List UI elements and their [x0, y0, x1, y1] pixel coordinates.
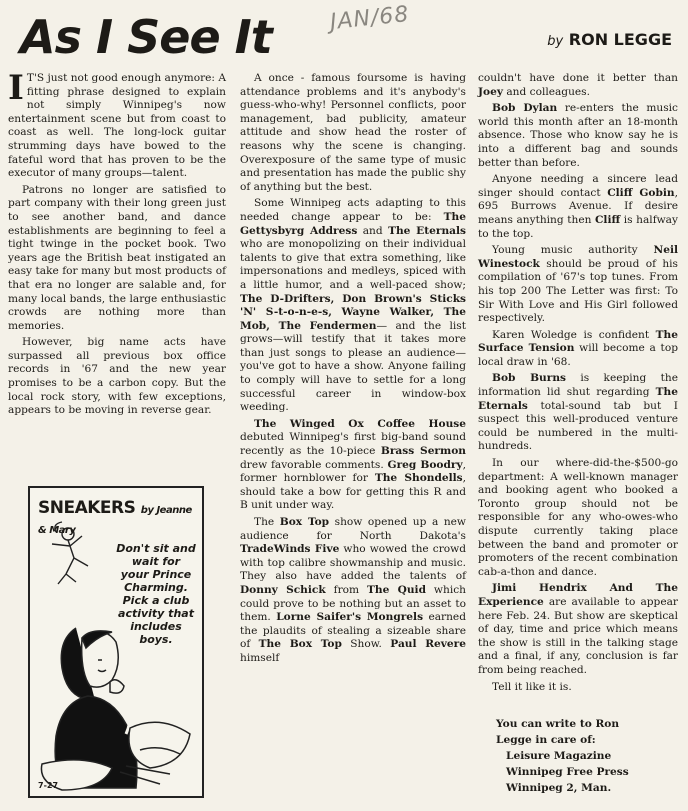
byline	[547, 30, 672, 49]
band-name: The Shondells	[374, 472, 463, 485]
mail-line: Winnipeg Free Press	[506, 766, 629, 778]
person-name: Cliff	[595, 213, 621, 226]
cartoon-byline: by Jeanne & Mary	[38, 505, 192, 536]
band-name: The Eternals	[478, 386, 678, 412]
text: who wowed the crowd with top calibre showmanship and music. They also have added the talents of	[240, 543, 466, 583]
paragraph-text: T'S just not good enough anymore: A fitting phrase designed to explain not simply Winnipeg's now entertainment scene but from coast to coast as well. The long-lock guitar strumming days have bowed to the fateful word that has proven to be the executor of many groups—talent.	[8, 72, 226, 180]
paragraph	[240, 418, 466, 513]
paragraph	[478, 72, 678, 99]
person-name: Bob Burns	[492, 372, 567, 385]
paragraph	[478, 244, 678, 326]
person-name: Cliff Gobin	[607, 186, 675, 199]
venue-name: Box Top	[279, 516, 330, 528]
paragraph: Tell it like it is.	[492, 680, 572, 693]
mail-line: You can write to Ron	[496, 718, 620, 730]
text: , 695 Burrows Avenue. If desire means anything then	[478, 186, 678, 226]
text: and	[357, 224, 389, 237]
text: are available to appear here Feb. 24. But show are skeptical of day, time and price which means the show is still in the talking stage and a final, if any, conclusion is far from being reached.	[478, 595, 678, 676]
handwritten-date: JAN/68	[328, 1, 411, 36]
band-name: Brass Sermon	[380, 445, 466, 458]
author-name: RON LEGGE	[568, 30, 672, 49]
paragraph	[478, 102, 678, 170]
text: couldn't have done it better than	[478, 72, 678, 84]
paragraph	[240, 516, 466, 666]
venue-name: The Box Top	[258, 638, 342, 651]
paragraph	[8, 68, 226, 181]
band-name: Lorne Saifer's Mongrels	[276, 611, 424, 624]
paragraph: However, big name acts have surpassed all previous box office records in '67 and the new year promises to be a carbon copy. But the local rock story, with few exceptions, appears to be moving in reverse gear.	[8, 336, 226, 417]
band-name: The Quid	[367, 583, 426, 596]
text: Anyone needing a sincere lead singer should contact	[478, 173, 678, 199]
person-name: Bob Dylan	[492, 102, 558, 115]
text: should be proud of his compilation of '67's top tunes. From his top 200 The Letter was first: To Sir With Love and His Girl followed respectively.	[478, 257, 678, 325]
person-name: Greg Boodry	[387, 458, 463, 471]
text: Some Winnipeg acts adapting to this needed change appear to be:	[240, 197, 466, 223]
text: , former hornblower for	[240, 458, 466, 485]
headline: As I See It	[20, 10, 272, 64]
person-name: Neil Winestock	[478, 244, 678, 270]
text: total-sound tab but I suspect this well-produced venture could be numbered in the multi-hundreds.	[478, 399, 678, 453]
column-3	[478, 72, 678, 697]
mail-address-box	[496, 716, 629, 796]
text: Karen Woledge is confident	[492, 328, 656, 341]
mail-line: Leisure Magazine	[506, 750, 612, 762]
text: , should take a bow for getting this R and B unit under way.	[240, 472, 467, 512]
text: will become a top local draw in '68.	[478, 342, 678, 368]
venue-name: The Winged Ox Coffee House	[254, 417, 466, 430]
text: himself	[240, 651, 280, 664]
text: from	[325, 583, 368, 596]
person-name: Donny Schick	[240, 583, 326, 596]
person-name: Joey	[478, 85, 503, 98]
text: drew favorable comments.	[240, 458, 388, 471]
text: show opened up a new audience for North Dakota's	[240, 516, 466, 542]
text: who are monopolizing on their individual talents to give that extra something, like impersonations and medleys, spiced with a little humor, and a well-paced show;	[240, 238, 466, 291]
column-2	[240, 72, 466, 669]
band-name: The Eternals	[388, 224, 467, 237]
text: Show.	[341, 638, 391, 651]
text: earned the plaudits of stealing a sizeable share of	[240, 611, 466, 651]
cartoon-title	[38, 498, 202, 538]
text: — and the list grows—will testify that it takes more than just songs to please an audience—you've got to have a show. Anyone failing to comply will have to settle for a long successful career in window-box weeding.	[240, 319, 466, 414]
text: is keeping the information lid shut regarding	[478, 372, 678, 399]
text: and colleagues.	[502, 85, 590, 98]
paragraph	[478, 329, 678, 370]
band-name: The D-Drifters, Don Brown's Sticks 'N' S-t-o-n-e-s, Wayne Walker, The Mob, The Fendermen	[240, 292, 466, 332]
drop-cap: I	[8, 68, 24, 108]
band-name: The Surface Tension	[478, 328, 678, 355]
person-name: Paul Revere	[390, 638, 466, 651]
cartoon-title-text: SNEAKERS	[38, 498, 136, 518]
cartoon-caption: Don't sit and wait for your Prince Charming. Pick a club activity that includes boys.	[116, 542, 196, 646]
mail-line: Legge in care of:	[496, 734, 596, 746]
band-name: Jimi Hendrix And The Experience	[478, 582, 678, 608]
paragraph	[478, 582, 678, 677]
sneakers-cartoon	[28, 486, 204, 798]
byline-prefix: by	[547, 34, 564, 49]
paragraph: Patrons no longer are satisfied to part company with their long green just to see another band, and dance establishments are beginning to feel a tight twinge in the pocket book. Two years age the British beat instigated an easy take for many but most products of that era no longer are salable and, for many local bands, the large enthusiastic crowds are nothing more than memories.	[8, 183, 226, 332]
text: The	[254, 516, 280, 528]
band-name: The Gettysbyrg Address	[240, 210, 466, 237]
mail-line: Winnipeg 2, Man.	[506, 782, 612, 794]
band-name: TradeWinds Five	[240, 543, 340, 556]
cartoon-number: 7-27	[38, 781, 59, 790]
paragraph	[478, 173, 678, 241]
text: is halfway to the top.	[478, 213, 678, 240]
text: debuted Winnipeg's first big-band sound recently as the 10-piece	[240, 431, 466, 458]
column-1	[8, 68, 226, 421]
text: Young music authority	[492, 244, 654, 257]
text: which could prove to be nothing but an asset to them.	[240, 583, 466, 624]
text: re-enters the music world this month after an 18-month absence. Those who know say he is into a different bag and sounds better than before.	[478, 102, 678, 169]
paragraph	[240, 197, 466, 415]
paragraph: A once - famous foursome is having attendance problems and it's anybody's guess-who-why! Personnel conflicts, poor management, bad publicity, amateur attitude and show head the roster of reasons why the scene is changing. Overexposure of the same type of music and presentation has made the public shy of anything but the best.	[240, 72, 466, 193]
paragraph	[478, 372, 678, 454]
paragraph: In our where-did-the-$500-go department: A well-known manager and booking agent who booked a Toronto group should not be responsible for any who-owes-who dispute currently taking place between the band and promoter or promoters of the recent combination cab-a-thon and dance.	[478, 457, 678, 578]
